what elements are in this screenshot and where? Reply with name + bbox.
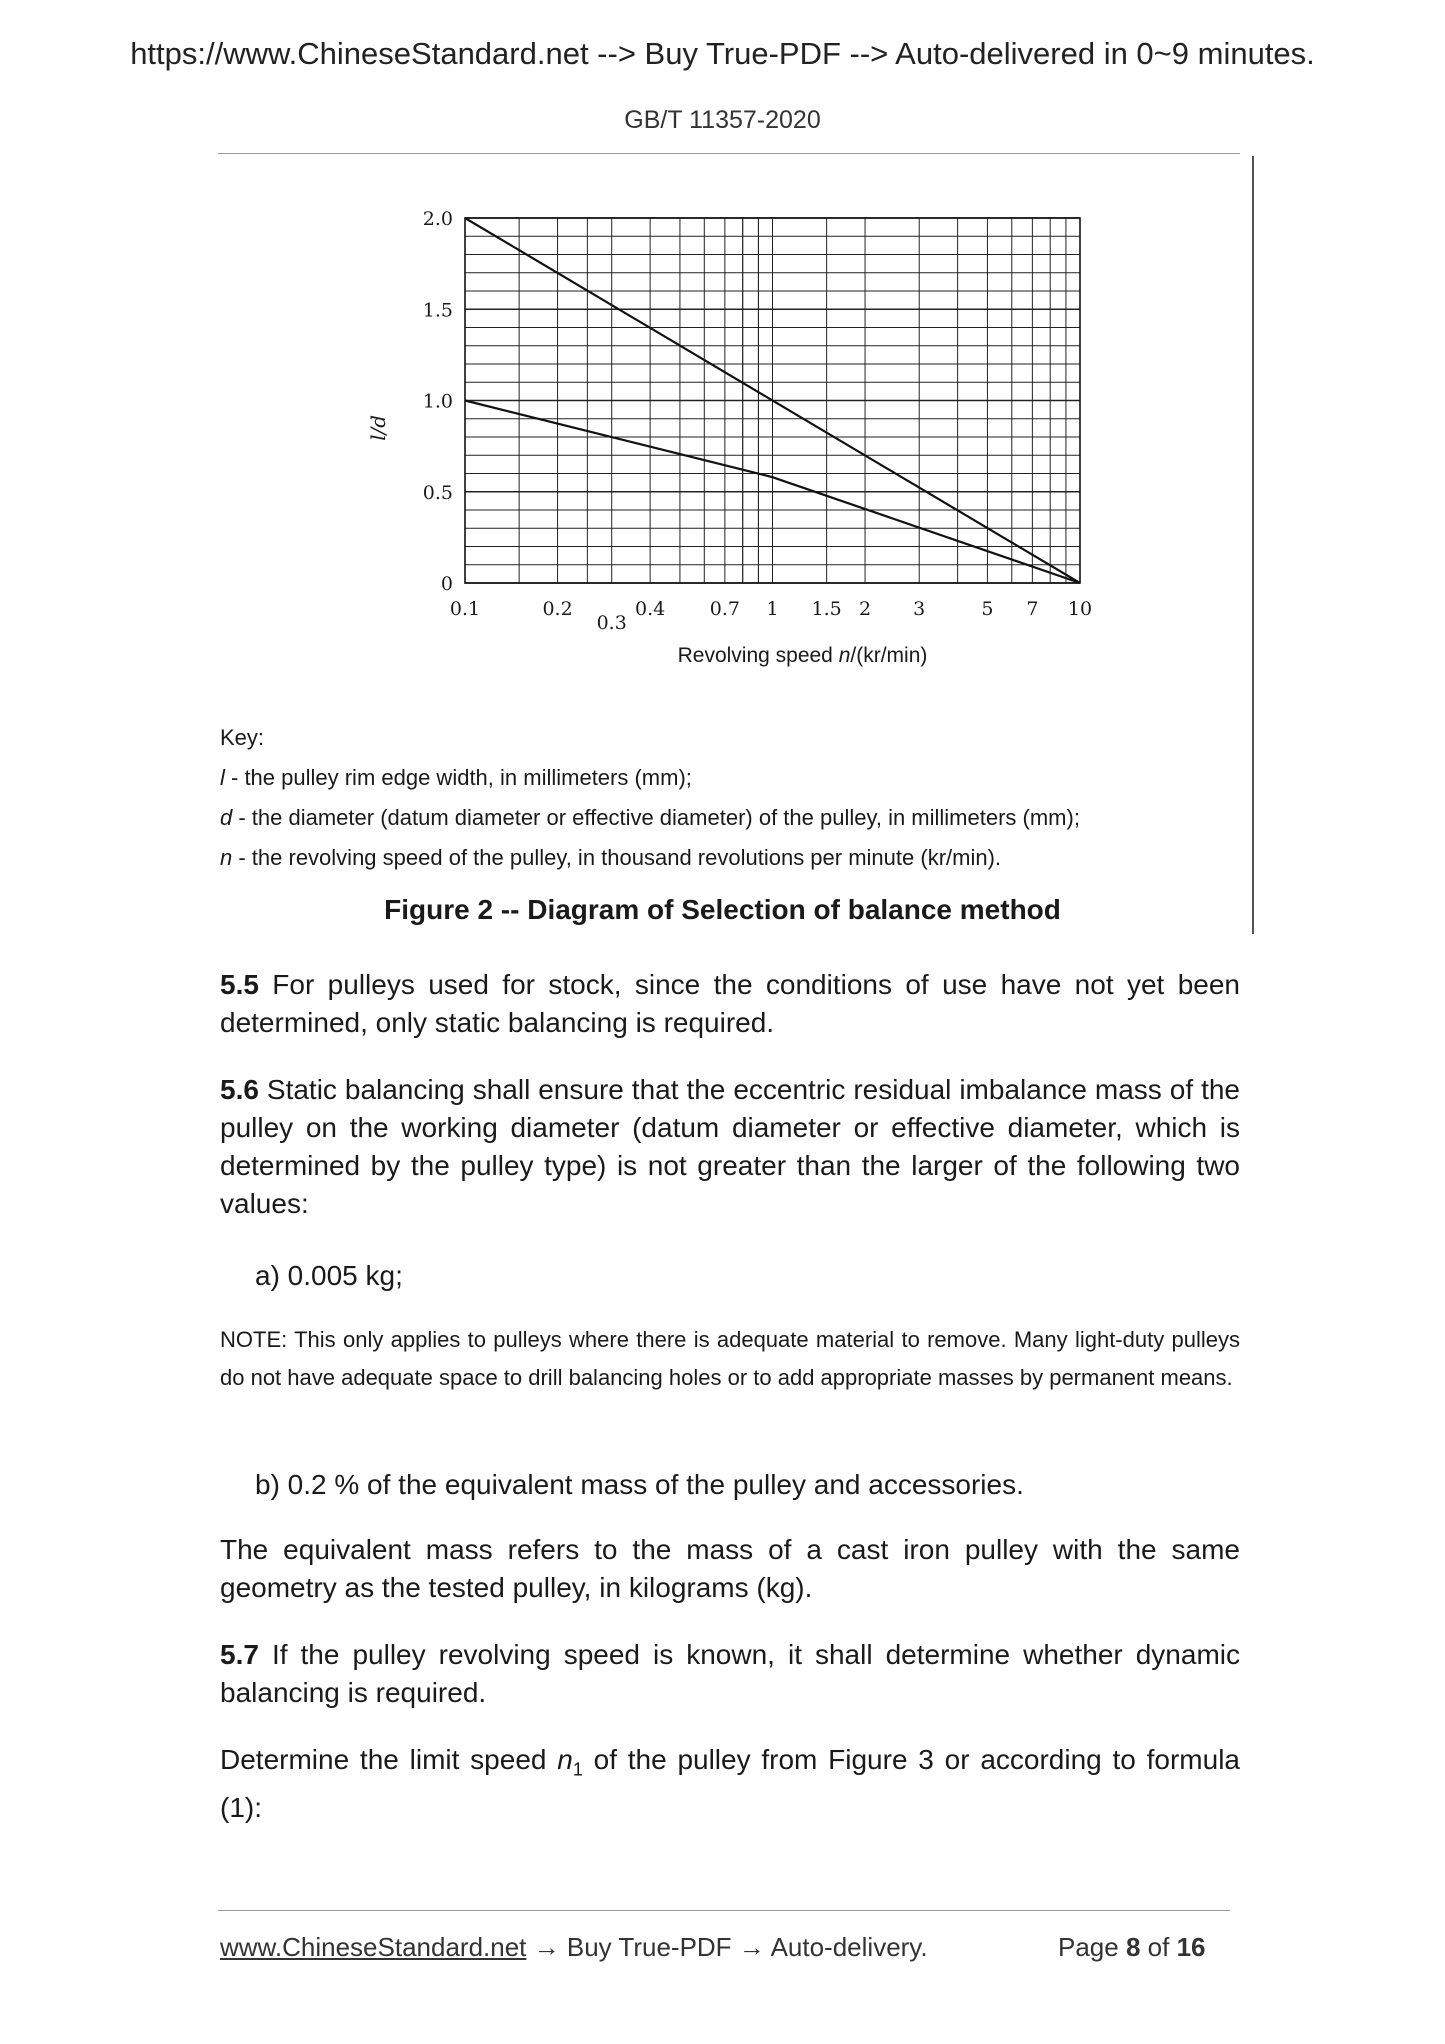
x-tick-label: 0.7	[709, 598, 740, 620]
x-tick-label: 0.3	[596, 612, 627, 634]
x-label-variable: n	[838, 644, 851, 667]
footer-link[interactable]: www.ChineseStandard.net	[220, 1932, 527, 1962]
figure-caption: Figure 2 -- Diagram of Selection of balance method	[384, 894, 1061, 925]
key-item-d	[220, 798, 1250, 838]
section-text: For pulleys used for stock, since the conditions of use have not yet been determined, only static balancing is required.	[220, 969, 1240, 1038]
figure-key	[220, 718, 1250, 878]
x-label-text: Revolving speed	[677, 644, 839, 667]
top-banner: https://www.ChineseStandard.net --> Buy True-PDF --> Auto-delivered in 0~9 minutes.	[130, 36, 1315, 71]
y-tick-label: 1.0	[422, 390, 453, 413]
chart-svg	[330, 195, 1130, 675]
page-label: Page	[1058, 1932, 1126, 1962]
section-5-7	[220, 1636, 1240, 1712]
section-number: 5.5	[220, 969, 259, 1000]
y-tick-label: 0	[440, 573, 453, 595]
limit-text-before: Determine the limit speed	[220, 1744, 558, 1775]
key-text: - the pulley rim edge width, in millimeters (mm);	[224, 765, 692, 790]
key-heading: Key:	[220, 725, 265, 750]
footer-text: → Buy True-PDF → Auto-delivery.	[526, 1932, 928, 1962]
section-number: 5.6	[220, 1074, 259, 1105]
side-rule	[1252, 156, 1254, 934]
section-text: If the pulley revolving speed is known, it shall determine whether dynamic balancing is required.	[220, 1639, 1240, 1708]
section-5-5	[220, 966, 1240, 1042]
x-tick-label: 0.4	[635, 598, 666, 620]
x-tick-label: 3	[913, 598, 926, 620]
x-tick-label: 1	[766, 598, 779, 620]
y-axis-label: l/d	[366, 414, 390, 441]
equivalent-mass-paragraph: The equivalent mass refers to the mass of a cast iron pulley with the same geometry as the tested pulley, in kilograms (kg).	[220, 1534, 1240, 1603]
x-tick-label: 2	[859, 598, 872, 620]
section-text: Static balancing shall ensure that the eccentric residual imbalance mass of the pulley on the working diameter (datum diameter or effective diameter, which is determined by the pulley type) is not greater than the larger of the following two values:	[220, 1074, 1240, 1219]
x-tick-label: 7	[1026, 598, 1039, 620]
note: NOTE: This only applies to pulleys where there is adequate material to remove. Many light-duty pulleys do not have adequate space to drill balancing holes or to add appropriate masses by permanent means.	[220, 1327, 1240, 1390]
balance-method-chart	[330, 195, 1130, 675]
header-rule	[218, 153, 1240, 154]
footer-rule	[218, 1910, 1230, 1911]
y-tick-label: 2.0	[422, 208, 453, 230]
footer-left	[220, 1932, 928, 1963]
x-tick-label: 0.1	[449, 598, 481, 620]
page-total: 16	[1176, 1932, 1206, 1962]
x-tick-label: 1.5	[811, 598, 842, 620]
page-number: 8	[1125, 1932, 1141, 1962]
x-tick-labels	[450, 598, 1092, 634]
key-item-l	[220, 758, 1250, 798]
item-a: a) 0.005 kg;	[255, 1260, 403, 1291]
y-tick-label: 0.5	[422, 481, 453, 504]
limit-subscript: 1	[572, 1759, 583, 1780]
key-item-n	[220, 838, 1250, 878]
of-label: of	[1140, 1932, 1177, 1962]
page-indicator	[1058, 1932, 1205, 1963]
key-symbol: n	[220, 845, 233, 870]
section-5-6	[220, 1071, 1240, 1223]
item-b: b) 0.2 % of the equivalent mass of the pulley and accessories.	[255, 1469, 1024, 1500]
x-tick-label: 0.2	[542, 598, 573, 620]
key-text: - the revolving speed of the pulley, in thousand revolutions per minute (kr/min).	[232, 845, 1002, 870]
x-tick-label: 5	[981, 598, 994, 620]
limit-variable: n	[557, 1744, 573, 1775]
key-text: - the diameter (datum diameter or effective diameter) of the pulley, in millimeters (mm);	[232, 805, 1080, 830]
key-symbol: d	[220, 805, 233, 830]
limit-speed-paragraph	[220, 1741, 1240, 1827]
standard-code: GB/T 11357-2020	[624, 106, 821, 134]
key-symbol: l	[220, 765, 225, 790]
limit-text-after: of the pulley from Figure 3 or according to formula (1):	[220, 1744, 1240, 1823]
y-tick-labels	[423, 208, 453, 595]
x-axis-label	[678, 644, 928, 667]
y-tick-label: 1.5	[422, 299, 453, 322]
x-tick-label: 10	[1067, 598, 1093, 620]
x-label-unit: /(kr/min)	[850, 644, 928, 667]
section-number: 5.7	[220, 1639, 259, 1670]
